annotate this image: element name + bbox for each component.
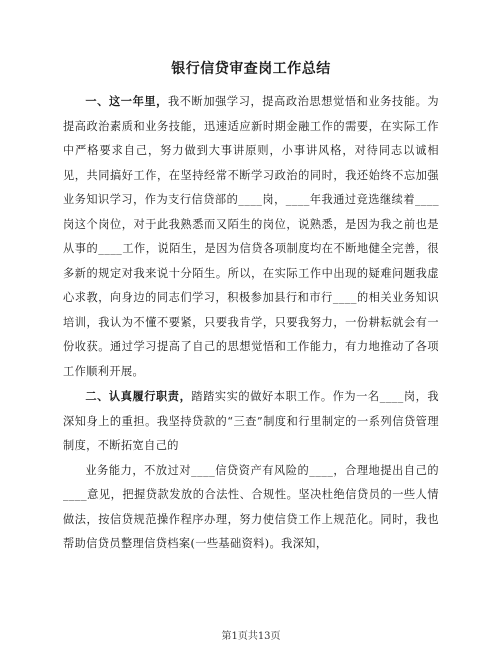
paragraph-3 [63,459,439,557]
document-body [63,89,439,557]
paragraph-2-lead: 二、认真履行职责， [85,389,192,403]
paragraph-3-text: 业务能力，不放过对____信贷资产有风险的____，合理地提出自己的____意见，把握贷款发放的合法性、合规性。坚决杜绝信贷员的一些人情做法，按信贷规范操作程序办理，努力使信贷工作上规范化。同时，我也帮助信贷员整理信贷档案(一些基础资料)。我深知， [63,463,439,550]
paragraph-1-lead: 一、这一年里， [85,94,168,108]
page-number: 第1页共13页 [221,631,281,642]
paragraph-2-text: 踏踏实实的做好本职工作。作为一名____岗，我深知身上的重担。我坚持贷款的“三查”制度和行里制定的一系列信贷管理制度，不断拓宽自己的 [63,390,439,452]
paragraph-1-text: 我不断加强学习，提高政治思想觉悟和业务技能。为提高政治素质和业务技能，迅速适应新时期金融工作的需要，在实际工作中严格要求自己，努力做到大事讲原则，小事讲风格，对待同志以诚相见，共同搞好工作，在坚持经常不断学习政治的同时，我还始终不忘加强业务知识学习，作为支行信贷部的____岗，____年我通过竞选继续着____岗这个岗位，对于此我熟悉而又陌生的岗位，说熟悉，是因为我之前也是从事的____工作，说陌生，是因为信贷各项制度均在不断地健全完善，很多新的规定对我来说十分陌生。所以，在实际工作中出现的疑难问题我虚心求教，向身边的同志们学习，积极参加县行和市行____的相关业务知识培训，我认为不懂不要紧，只要我肯学，只要我努力，一份耕耘就会有一份收获。通过学习提高了自己的思想觉悟和工作能力，有力地推动了各项工作顺利开展。 [63,95,439,378]
document-title: 银行信贷审查岗工作总结 [171,61,331,77]
paragraph-2 [63,384,439,459]
paragraph-1 [63,89,439,384]
